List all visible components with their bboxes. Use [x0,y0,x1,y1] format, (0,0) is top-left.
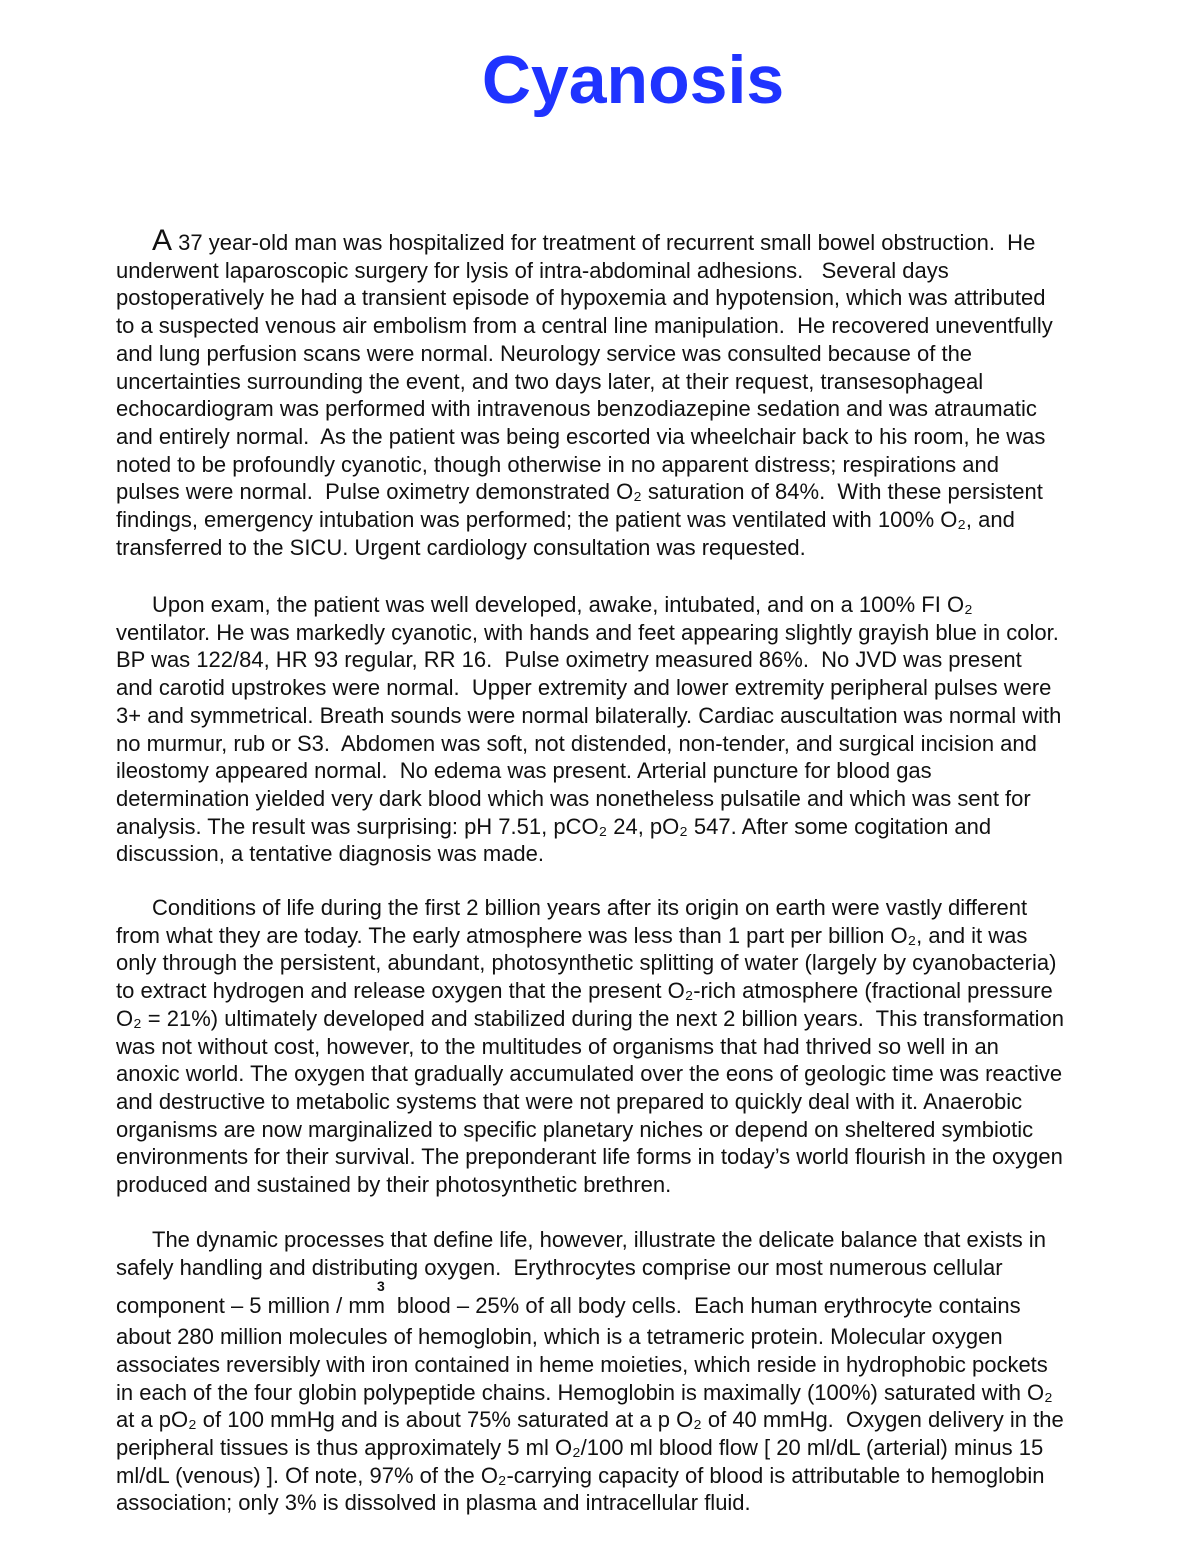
text-line [116,224,1176,257]
text-line: The dynamic processes that define life, however, illustrate the delicate balance that exists in [152,1227,1046,1252]
text-segment: component – 5 million / mm [116,1293,385,1319]
text-line: was not without cost, however, to the multitudes of organisms that had thrived so well in an [116,1033,999,1059]
text-line: uncertainties surrounding the event, and two days later, at their request, transesophageal [116,368,984,394]
text-line: O₂ = 21%) ultimately developed and stabilized during the next 2 billion years. This transformation [116,1005,1064,1031]
text-line: about 280 million molecules of hemoglobin, which is a tetrameric protein. Molecular oxygen [116,1324,1003,1350]
lead-letter: A [152,224,173,257]
text-line: analysis. The result was surprising: pH 7.51, pCO₂ 24, pO₂ 547. After some cogitation and [116,813,992,839]
text-line: Conditions of life during the first 2 billion years after its origin on earth were vastly different [152,895,1028,920]
text-line: only through the persistent, abundant, photosynthetic splitting of water (largely by cyanobacteria) [116,950,1057,976]
text-line: at a pO₂ of 100 mmHg and is about 75% saturated at a p O₂ of 40 mmHg. Oxygen delivery in the [116,1407,1064,1433]
text-line: associates reversibly with iron contained in heme moieties, which reside in hydrophobic pockets [116,1351,1048,1377]
text-line: association; only 3% is dissolved in plasma and intracellular fluid. [116,1490,751,1516]
text-segment: 37 year-old man was hospitalized for treatment of recurrent small bowel obstruction. He [172,230,1036,255]
text-line: postoperatively he had a transient episode of hypoxemia and hypotension, which was attributed [116,285,1046,311]
paragraph-hemoglobin [116,1226,1176,1517]
text-line: pulses were normal. Pulse oximetry demonstrated O₂ saturation of 84%. With these persistent [116,479,1043,505]
text-line: to a suspected venous air embolism from a central line manipulation. He recovered uneventfully [116,313,1053,339]
text-line: 3+ and symmetrical. Breath sounds were normal bilaterally. Cardiac auscultation was normal with [116,702,1062,728]
paragraph-atmosphere [116,894,1176,1199]
text-line: to extract hydrogen and release oxygen that the present O₂-rich atmosphere (fractional pressure [116,978,1053,1004]
text-line: BP was 122/84, HR 93 regular, RR 16. Pulse oximetry measured 86%. No JVD was present [116,647,1022,673]
text-line: determination yielded very dark blood which was nonetheless pulsatile and which was sent for [116,785,1031,811]
text-line: peripheral tissues is thus approximately 5 ml O₂/100 ml blood flow [ 20 ml/dL (arterial) minus 15 [116,1434,1044,1460]
text-segment: blood – 25% of all body cells. Each human erythrocyte contains [390,1293,1021,1319]
text-line: and carotid upstrokes were normal. Upper extremity and lower extremity peripheral pulses were [116,675,1052,701]
text-line: ileostomy appeared normal. No edema was present. Arterial puncture for blood gas [116,758,932,784]
text-line: environments for their survival. The preponderant life forms in today’s world flourish in the oxygen [116,1144,1063,1170]
text-line: no murmur, rub or S3. Abdomen was soft, not distended, non-tender, and surgical incision and [116,730,1037,756]
text-line: findings, emergency intubation was performed; the patient was ventilated with 100% O₂, and [116,507,1015,533]
text-line: Upon exam, the patient was well developed, awake, intubated, and on a 100% FI O₂ [152,592,973,617]
page-title: Cyanosis [481,42,785,118]
text-line: organisms are now marginalized to specific planetary niches or depend on sheltered symbiotic [116,1116,1034,1142]
text-line: from what they are today. The early atmosphere was less than 1 part per billion O₂, and it was [116,922,1028,948]
superscript: 3 [377,1278,385,1295]
text-line: echocardiogram was performed with intravenous benzodiazepine sedation and was atraumatic [116,396,1037,422]
text-line: in each of the four globin polypeptide chains. Hemoglobin is maximally (100%) saturated with O₂ [116,1379,1053,1405]
text-line: produced and sustained by their photosynthetic brethren. [116,1172,672,1198]
text-line: ml/dL (venous) ]. Of note, 97% of the O₂-carrying capacity of blood is attributable to hemoglobin [116,1462,1045,1488]
text-line: ventilator. He was markedly cyanotic, with hands and feet appearing slightly grayish blue in color. [116,619,1059,645]
text-line: and lung perfusion scans were normal. Neurology service was consulted because of the [116,340,973,366]
text-line: discussion, a tentative diagnosis was made. [116,841,545,867]
text-line: and destructive to metabolic systems that were not prepared to quickly deal with it. Anaerobic [116,1088,1023,1114]
paragraph-case-presentation [116,224,1176,561]
text-line: anoxic world. The oxygen that gradually accumulated over the eons of geologic time was reactive [116,1061,1063,1087]
text-line: underwent laparoscopic surgery for lysis of intra-abdominal adhesions. Several days [116,257,949,283]
text-line [116,1278,1176,1323]
text-line: and entirely normal. As the patient was being escorted via wheelchair back to his room, he was [116,423,1046,449]
text-line: safely handling and distributing oxygen. Erythrocytes comprise our most numerous cellular [116,1254,1003,1280]
text-line: noted to be profoundly cyanotic, though otherwise in no apparent distress; respirations and [116,451,999,477]
paragraph-exam [116,591,1176,868]
text-line: transferred to the SICU. Urgent cardiology consultation was requested. [116,534,806,560]
